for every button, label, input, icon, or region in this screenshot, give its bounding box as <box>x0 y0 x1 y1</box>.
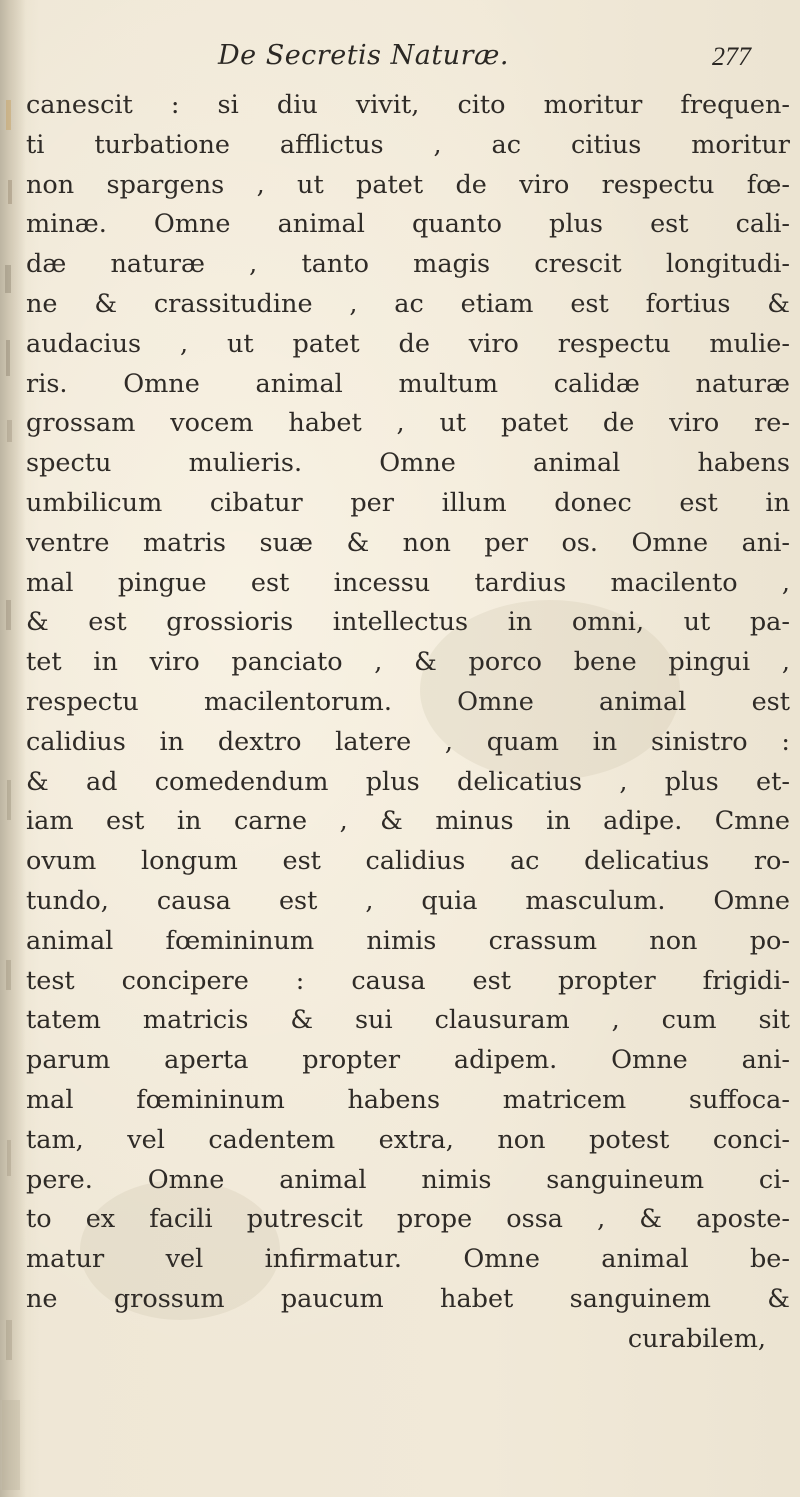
text-line: to ex facili putrescit prope ossa , & aposte- <box>26 1204 790 1235</box>
text-line: mal fœmininum habens matricem suffoca- <box>26 1084 790 1115</box>
text-line: tam, vel cadentem extra, non potest conci- <box>26 1124 790 1155</box>
text-line: ris. Omne animal multum calidæ naturæ <box>26 368 790 399</box>
text-line: test concipere : causa est propter frigidi- <box>26 965 790 996</box>
text-line: parum aperta propter adipem. Omne ani- <box>26 1045 790 1076</box>
text-line: ne & crassitudine , ac etiam est fortius & <box>26 288 790 319</box>
body-text <box>26 86 796 1360</box>
text-line: dæ naturæ , tanto magis crescit longitudi- <box>26 249 790 280</box>
text-line: ti turbatione afflictus , ac citius moritur <box>26 129 790 160</box>
text-line: ovum longum est calidius ac delicatius ro- <box>26 846 790 877</box>
catchword: curabilem, <box>627 1323 766 1354</box>
running-title: De Secretis Naturæ. <box>218 40 509 71</box>
text-line: umbilicum cibatur per illum donec est in <box>26 487 790 518</box>
text-line: spectu mulieris. Omne animal habens <box>26 448 790 479</box>
text-line: grossam vocem habet , ut patet de viro re- <box>26 408 790 439</box>
text-line: tatem matricis & sui clausuram , cum sit <box>26 1005 790 1036</box>
text-line: calidius in dextro latere , quam in sinistro : <box>26 726 790 757</box>
page-header <box>0 38 800 78</box>
text-line: non spargens , ut patet de viro respectu fœ- <box>26 169 790 200</box>
text-line: minæ. Omne animal quanto plus est cali- <box>26 209 790 240</box>
text-line: canescit : si diu vivit, cito moritur frequen- <box>26 90 790 120</box>
text-line: matur vel infirmatur. Omne animal be- <box>26 1244 790 1275</box>
page-number: 277 <box>712 42 751 71</box>
text-line: animal fœmininum nimis crassum non po- <box>26 925 790 956</box>
text-line: tundo, causa est , quia masculum. Omne <box>26 885 790 916</box>
text-line: & ad comedendum plus delicatius , plus et- <box>26 766 790 797</box>
text-line: ventre matris suæ & non per os. Omne ani- <box>26 527 790 558</box>
text-line: & est grossioris intellectus in omni, ut pa- <box>26 607 790 638</box>
text-line: pere. Omne animal nimis sanguineum ci- <box>26 1164 790 1195</box>
text-line: ne grossum paucum habet sanguinem & <box>26 1283 790 1314</box>
text-line: audacius , ut patet de viro respectu mulie- <box>26 328 790 359</box>
text-line: iam est in carne , & minus in adipe. Cmne <box>26 806 790 837</box>
gutter-marks <box>0 0 22 1497</box>
text-line: tet in viro panciato , & porco bene pingui , <box>26 647 790 678</box>
text-line: respectu macilentorum. Omne animal est <box>26 686 790 717</box>
text-line: mal pingue est incessu tardius macilento , <box>26 567 790 598</box>
